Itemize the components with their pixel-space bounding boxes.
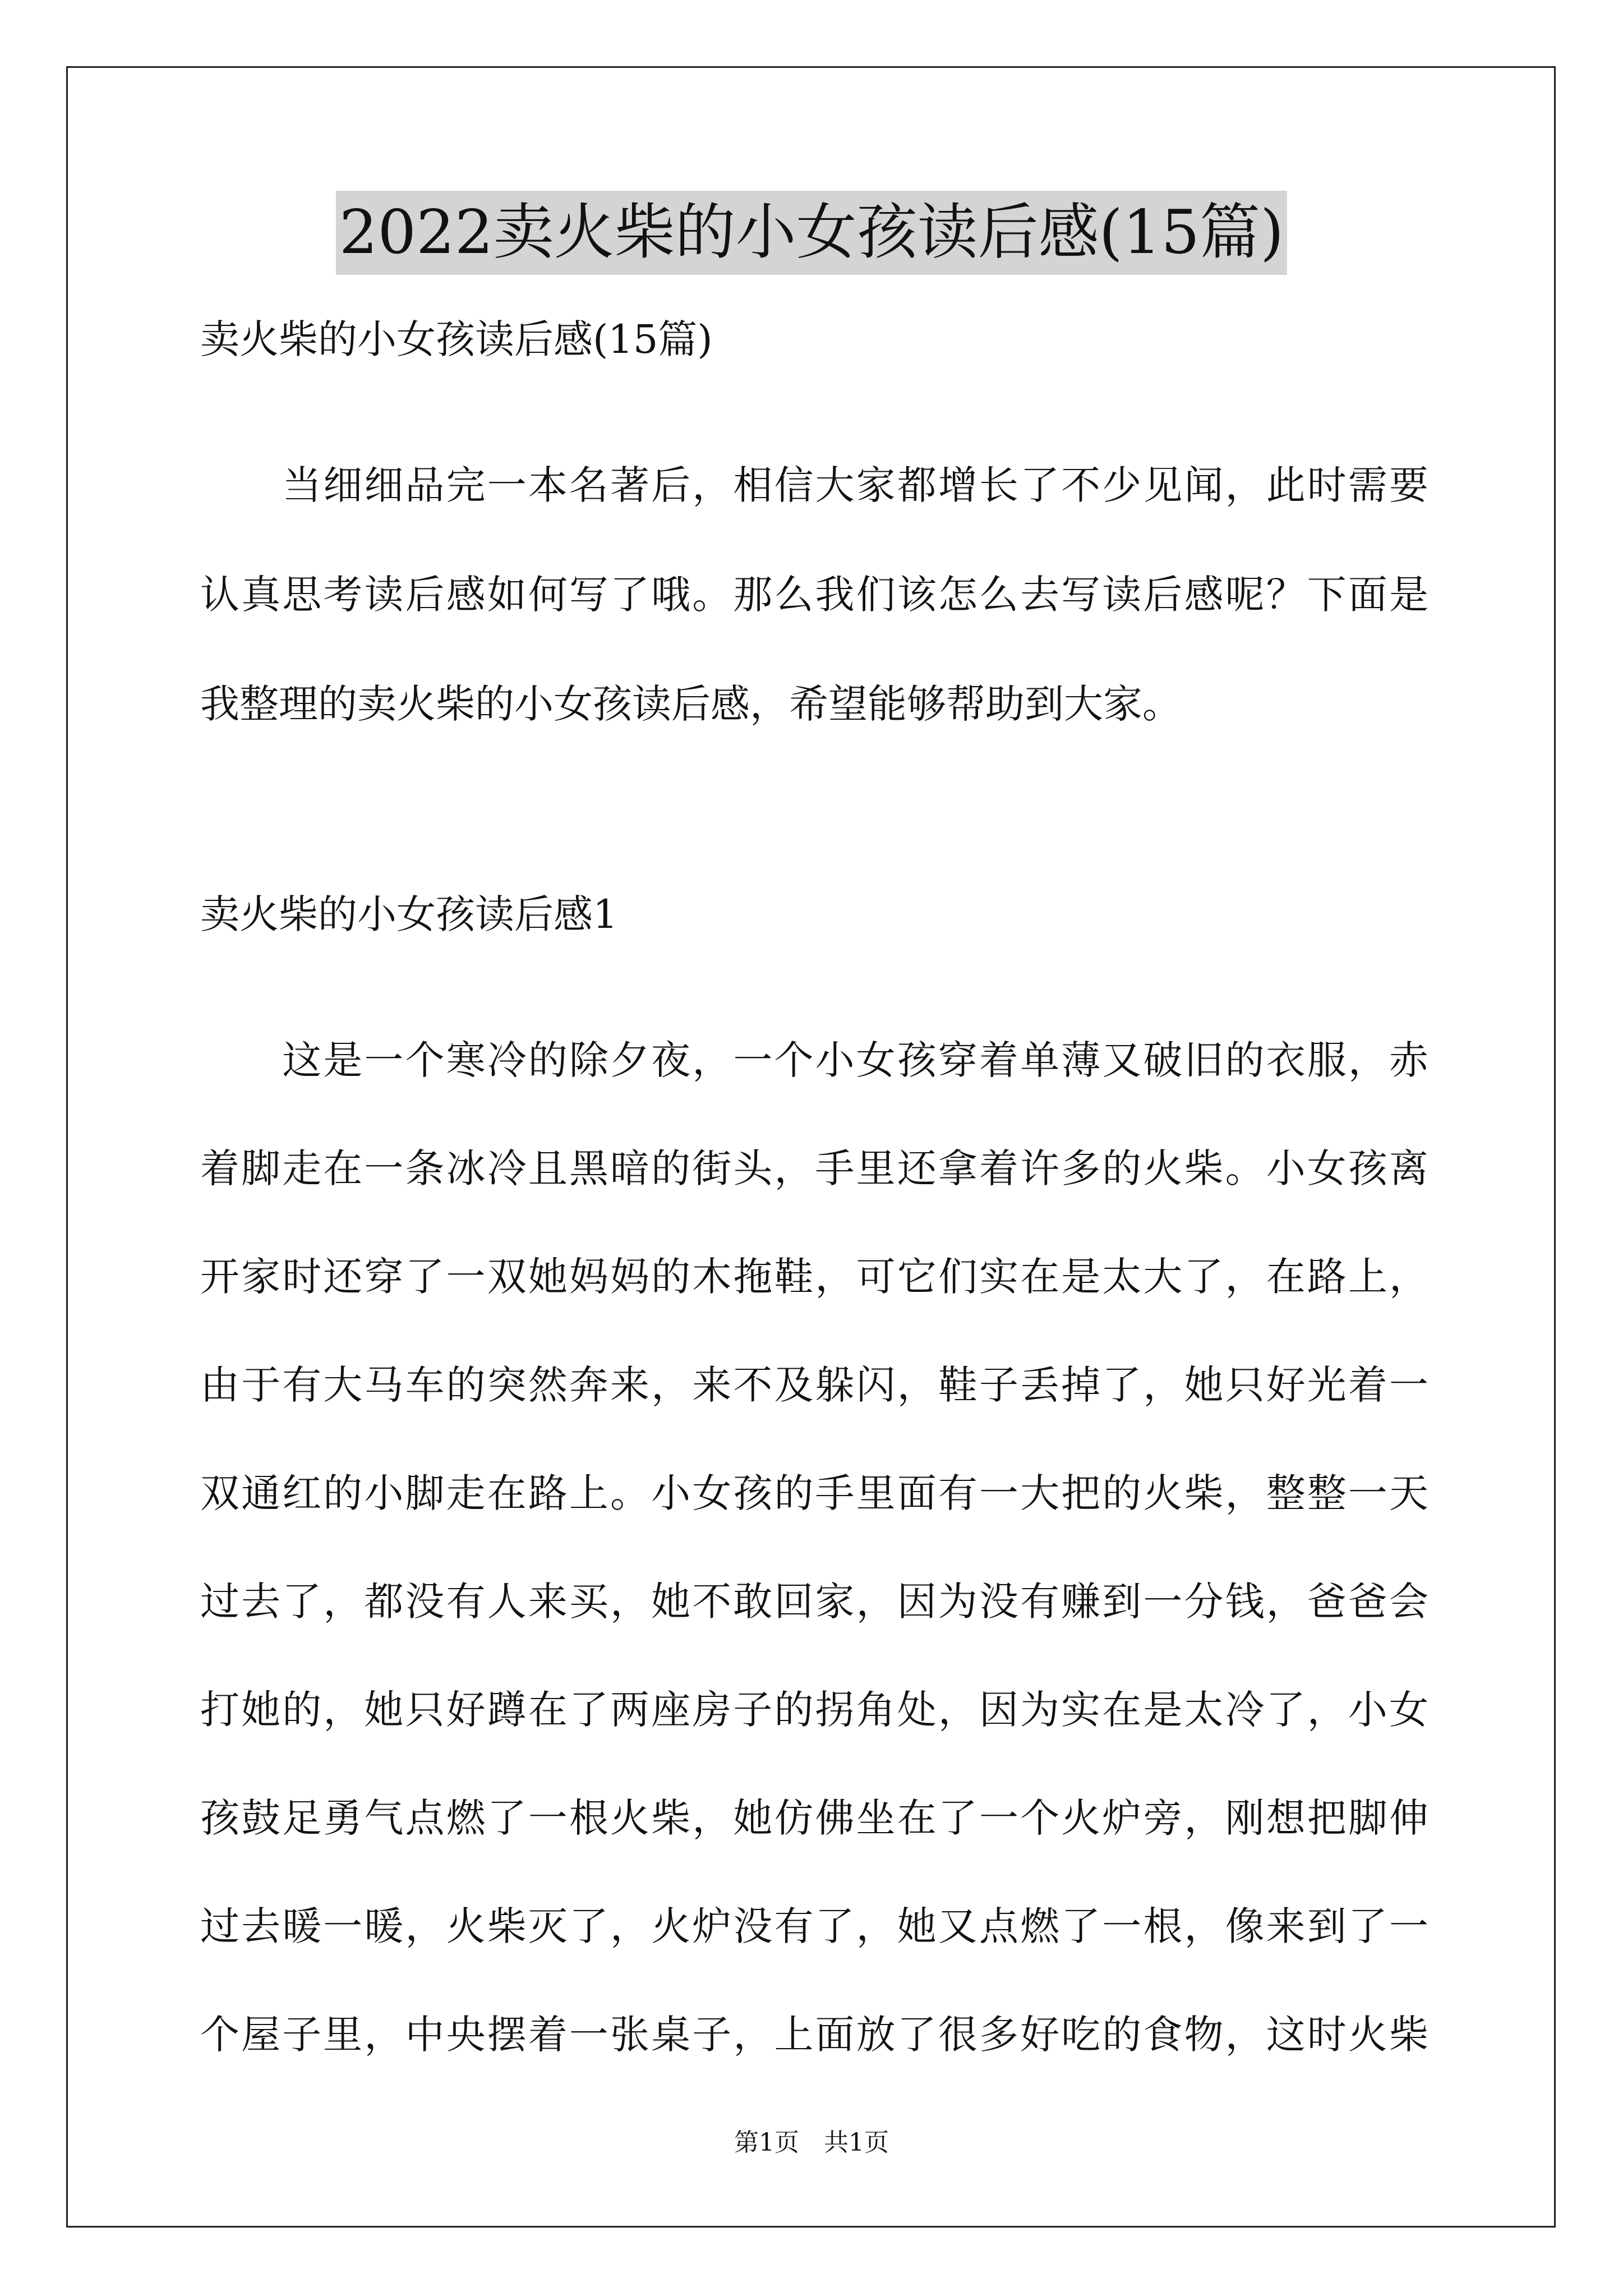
body-line: 这是一个寒冷的除夕夜，一个小女孩穿着单薄又破旧的衣服，赤 (200, 1037, 1428, 1083)
body-line: 孩鼓足勇气点燃了一根火柴，她仿佛坐在了一个火炉旁，刚想把脚伸 (200, 1795, 1428, 1841)
intro-line: 当细细品完一本名著后，相信大家都增长了不少见闻，此时需要 (200, 462, 1428, 508)
body-line: 着脚走在一条冰冷且黑暗的街头，手里还拿着许多的火柴。小女孩离 (200, 1145, 1428, 1191)
body-line: 双通红的小脚走在路上。小女孩的手里面有一大把的火柴，整整一天 (200, 1470, 1428, 1516)
body-line: 过去了，都没有人来买，她不敢回家，因为没有赚到一分钱，爸爸会 (200, 1579, 1428, 1625)
body-line: 由于有大马车的突然奔来，来不及躲闪，鞋子丢掉了，她只好光着一 (200, 1362, 1428, 1408)
section-heading: 卖火柴的小女孩读后感1 (200, 891, 618, 937)
body-line: 个屋子里，中央摆着一张桌子，上面放了很多好吃的食物，这时火柴 (200, 2012, 1428, 2058)
body-line: 开家时还穿了一双她妈妈的木拖鞋，可它们实在是太大了，在路上， (200, 1254, 1428, 1300)
title-container (0, 191, 1623, 275)
document-title: 2022卖火柴的小女孩读后感(15篇) (336, 191, 1288, 275)
intro-line: 认真思考读后感如何写了哦。那么我们该怎么去写读后感呢？下面是 (200, 572, 1428, 618)
subtitle: 卖火柴的小女孩读后感(15篇) (200, 316, 713, 362)
page-footer: 第1页 共1页 (734, 2128, 889, 2157)
intro-line: 我整理的卖火柴的小女孩读后感，希望能够帮助到大家。 (200, 681, 1182, 727)
body-line: 过去暖一暖，火柴灭了，火炉没有了，她又点燃了一根，像来到了一 (200, 1903, 1428, 1949)
body-line: 打她的，她只好蹲在了两座房子的拐角处，因为实在是太冷了，小女 (200, 1687, 1428, 1733)
